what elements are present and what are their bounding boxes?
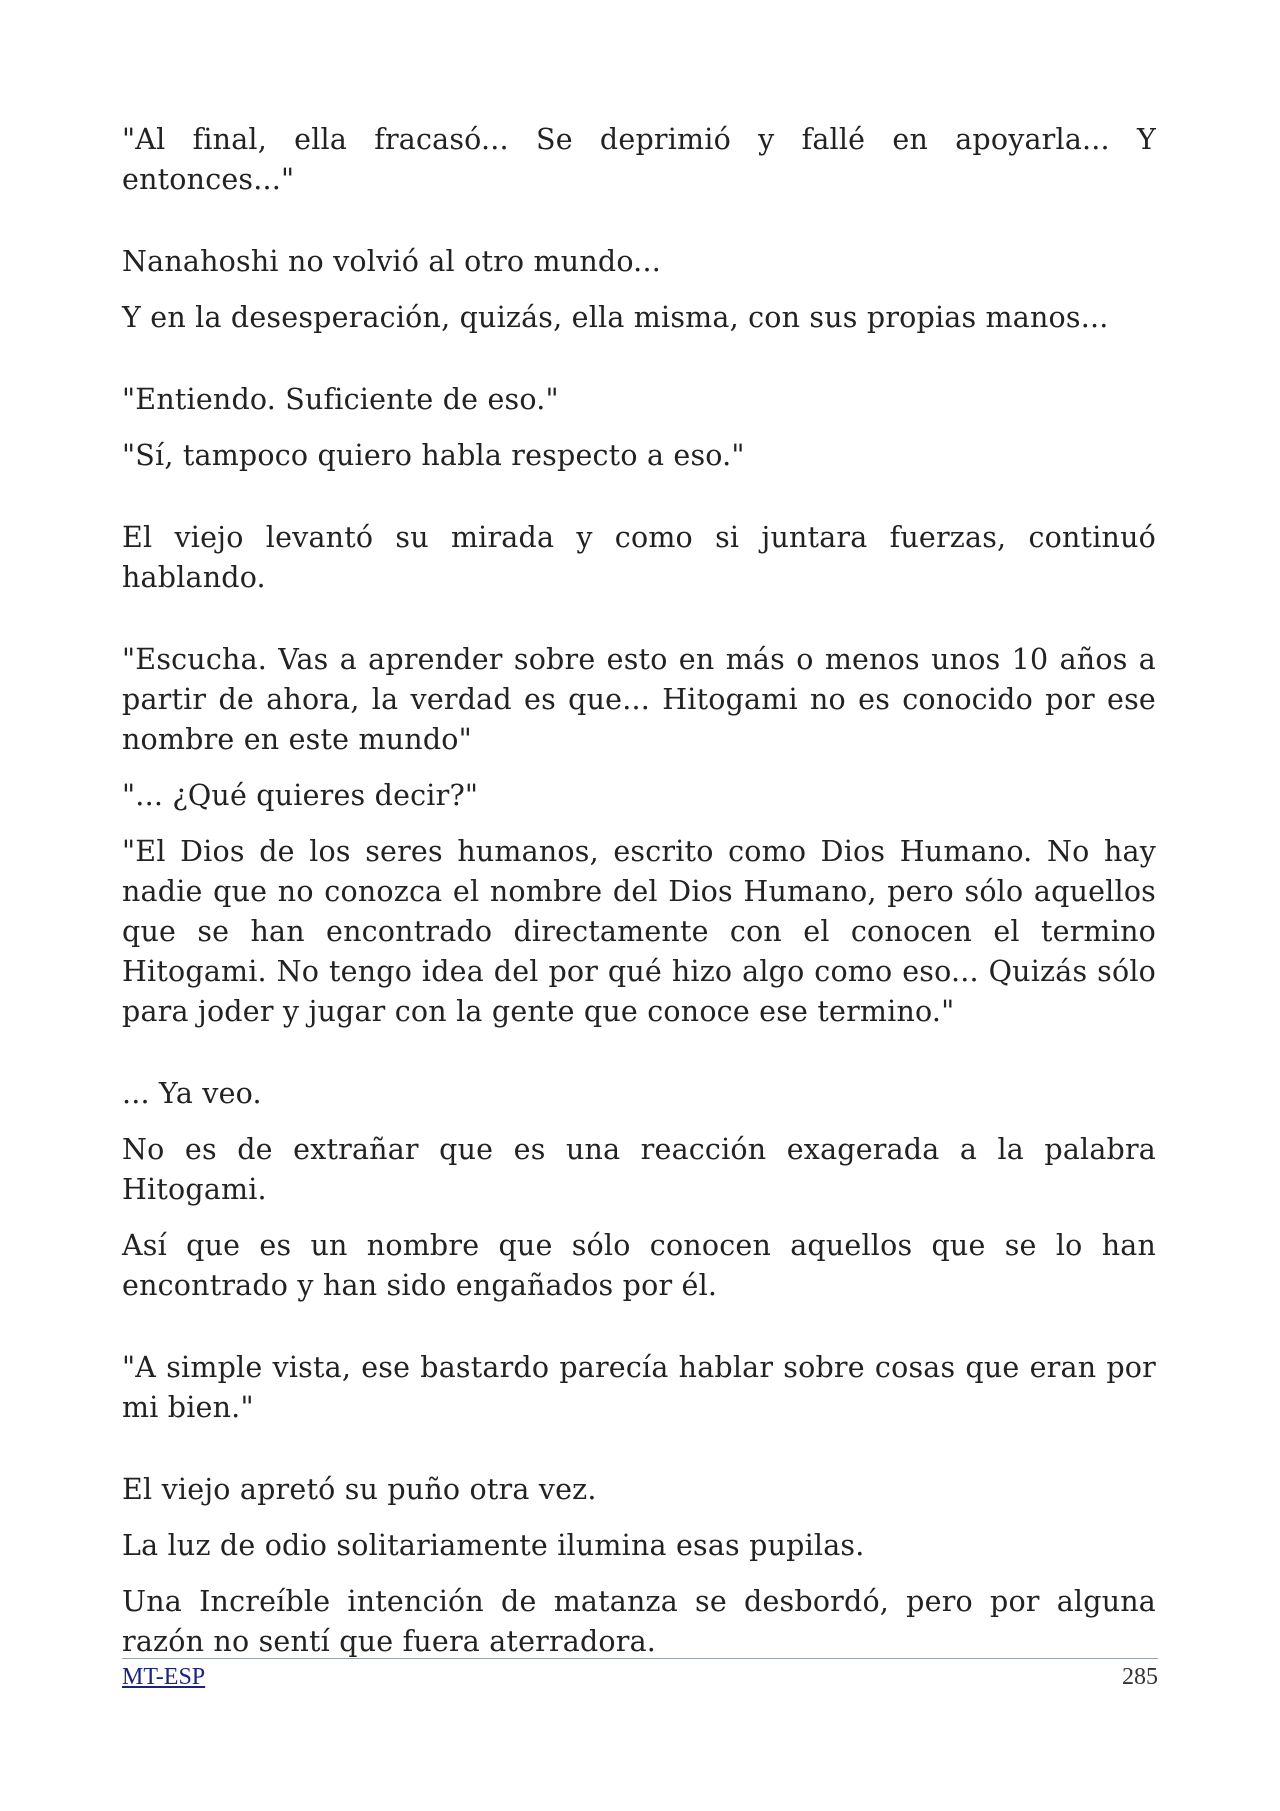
paragraph-12: Así que es un nombre que sólo conocen aquellos que se lo han encontrado y han sido engañados por él. (122, 1229, 1156, 1302)
page-footer (122, 1661, 1158, 1693)
paragraph-4: "Entiendo. Suficiente de eso." (122, 383, 559, 416)
paragraph-9: "El Dios de los seres humanos, escrito como Dios Humano. No hay nadie que no conozca el nombre del Dios Humano, pero sólo aquellos que se han encontrado directamente con el conocen el termino Hitogami. No tengo idea del por qué hizo algo como eso... Quizás sólo para joder y jugar con la gente que conoce ese termino." (122, 835, 1156, 1028)
page-number: 285 (1122, 1664, 1158, 1690)
paragraph-1: "Al final, ella fracasó... Se deprimió y fallé en apoyarla... Y entonces..." (122, 123, 1156, 196)
paragraph-15: La luz de odio solitariamente ilumina esas pupilas. (122, 1529, 865, 1562)
paragraph-14: El viejo apretó su puño otra vez. (122, 1473, 597, 1506)
paragraph-16: Una Increíble intención de matanza se desbordó, pero por alguna razón no sentí que fuera aterradora. (122, 1585, 1156, 1658)
paragraph-3: Y en la desesperación, quizás, ella misma, con sus propias manos... (122, 301, 1109, 334)
paragraph-10: ... Ya veo. (122, 1077, 262, 1110)
paragraph-6: El viejo levantó su mirada y como si juntara fuerzas, continuó hablando. (122, 521, 1156, 594)
paragraph-8: "... ¿Qué quieres decir?" (122, 779, 479, 812)
document-page (122, 120, 1156, 1678)
paragraph-7: "Escucha. Vas a aprender sobre esto en más o menos unos 10 años a partir de ahora, la verdad es que... Hitogami no es conocido por ese nombre en este mundo" (122, 643, 1156, 756)
footer-link-mt-esp[interactable]: MT-ESP (122, 1664, 206, 1690)
footer-divider (122, 1658, 1158, 1659)
paragraph-5: "Sí, tampoco quiero habla respecto a eso." (122, 439, 745, 472)
paragraph-2: Nanahoshi no volvió al otro mundo... (122, 245, 661, 278)
paragraph-11: No es de extrañar que es una reacción exagerada a la palabra Hitogami. (122, 1133, 1156, 1206)
paragraph-13: "A simple vista, ese bastardo parecía hablar sobre cosas que eran por mi bien." (122, 1351, 1156, 1424)
